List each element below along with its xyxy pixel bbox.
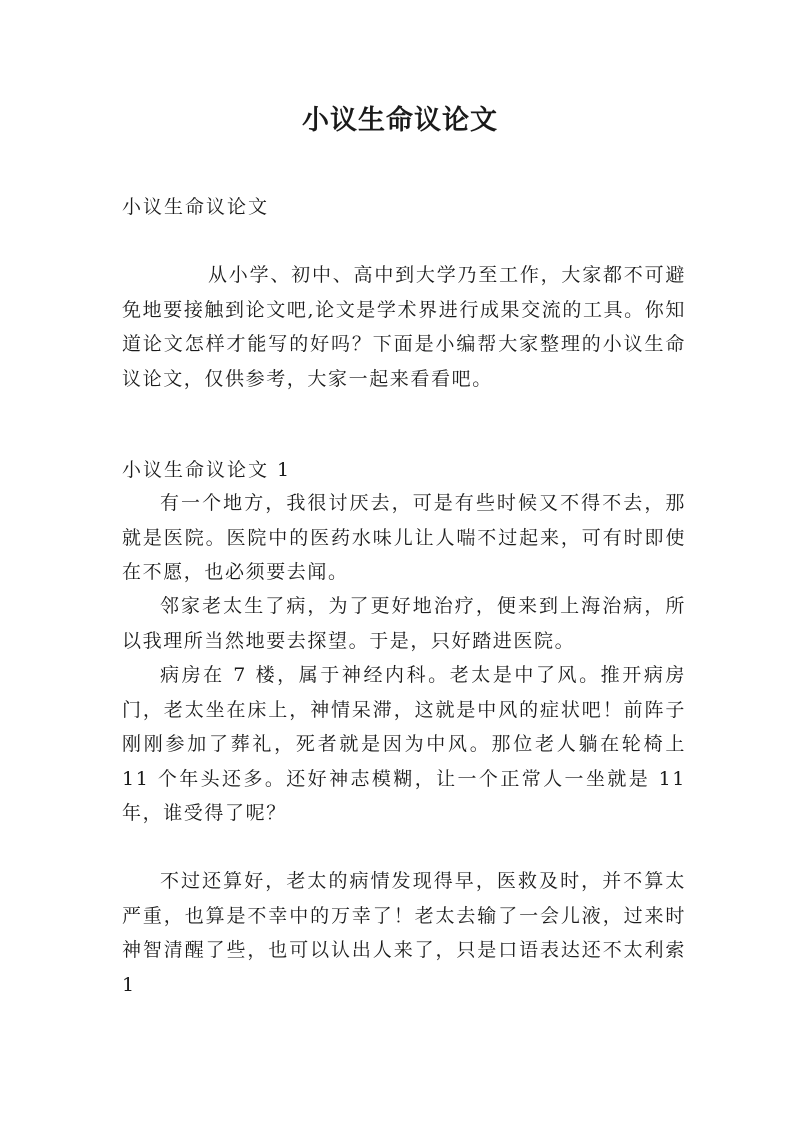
section-heading: 小议生命议论文 1 (122, 459, 292, 481)
body-paragraph-2: 邻家老太生了病，为了更好地治疗，便来到上海治病，所以我理所当然地要去探望。于是，只好踏进医院。 (122, 595, 686, 652)
body-paragraph-3: 病房在 7 楼，属于神经内科。老太是中了风。推开病房门，老太坐在床上，神情呆滞，这就是中风的症状吧！前阵子刚刚参加了葬礼，死者就是因为中风。那位老人躺在轮椅上 11 个年头还多。还好神志模糊，让一个正常人一坐就是 11 年，谁受得了呢？ (122, 664, 686, 824)
document-title: 小议生命议论文 (302, 105, 498, 136)
intro-paragraph: 从小学、初中、高中到大学乃至工作，大家都不可避免地要接触到论文吧,论文是学术界进行成果交流的工具。你知道论文怎样才能写的好吗？下面是小编帮大家整理的小议生命议论文，仅供参考，大家一起来看看吧。 (122, 264, 686, 390)
body-paragraph-1: 有一个地方，我很讨厌去，可是有些时候又不得不去，那就是医院。医院中的医药水味儿让人喘不过起来，可有时即使在不愿，也必须要去闻。 (122, 492, 686, 583)
document-subtitle: 小议生命议论文 (122, 196, 270, 218)
body-paragraph-4: 不过还算好，老太的病情发现得早，医救及时，并不算太严重，也算是不幸中的万幸了！老太去输了一会儿液，过来时神智清醒了些，也可以认出人来了，只是口语表达还不太利索 1 (122, 870, 686, 996)
